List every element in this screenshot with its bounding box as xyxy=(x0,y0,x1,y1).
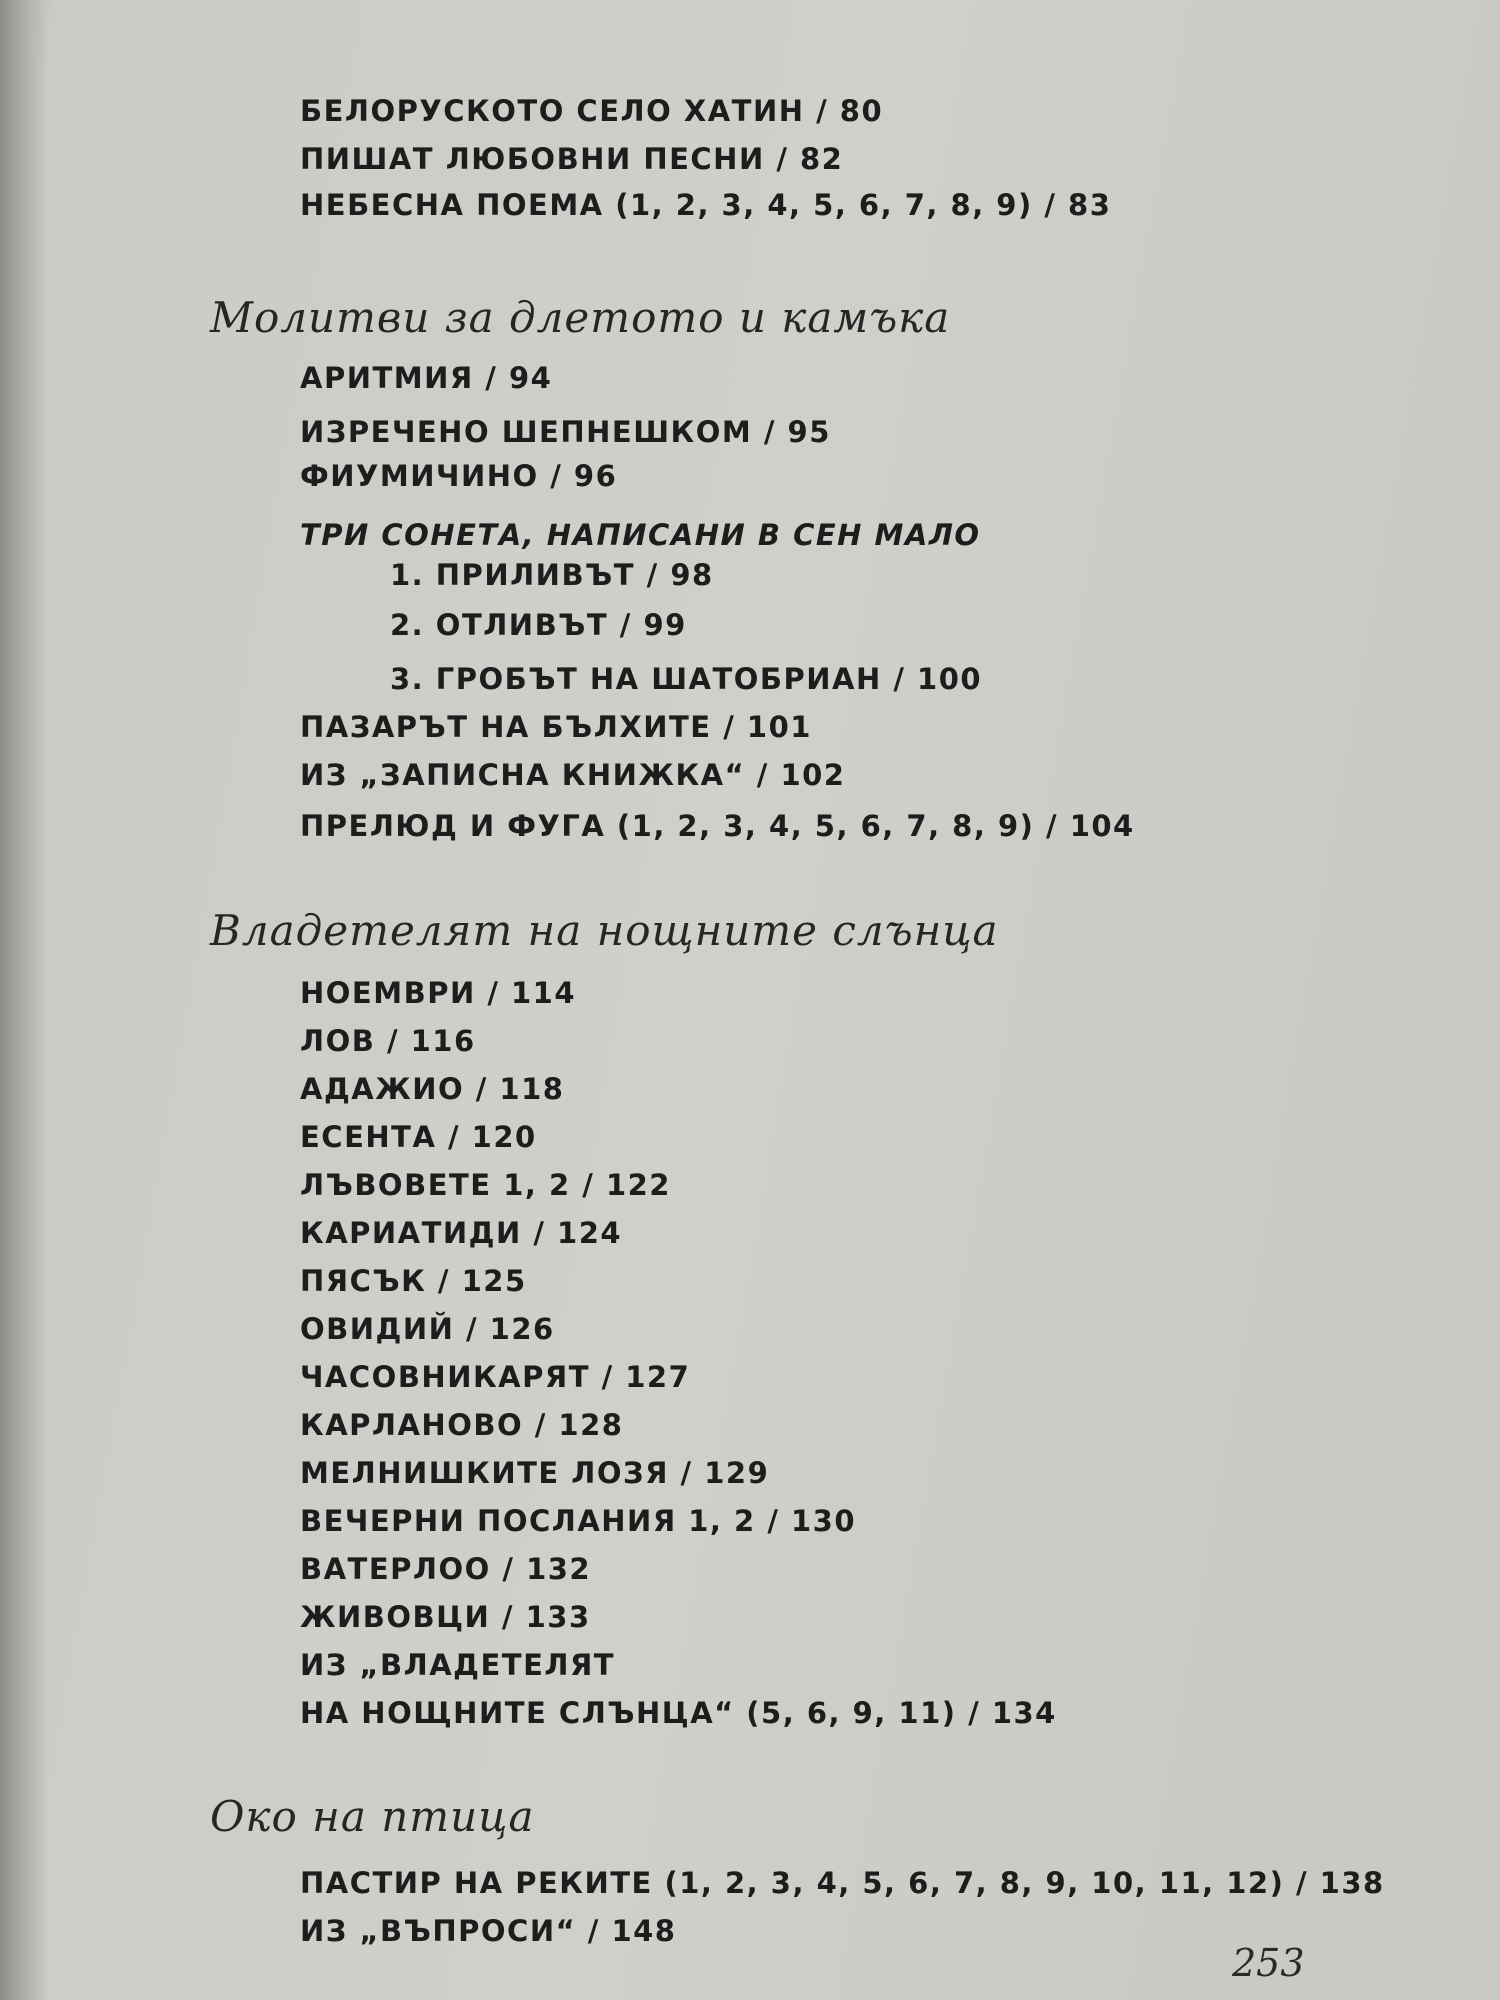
toc-entry: ПРЕЛЮД И ФУГА (1, 2, 3, 4, 5, 6, 7, 8, 9) / 104 xyxy=(300,809,1135,843)
toc-entry: АДАЖИО / 118 xyxy=(300,1072,565,1106)
toc-entry: ИЗ „ЗАПИСНА КНИЖКА“ / 102 xyxy=(300,758,846,792)
section-title: Молитви за длетото и камъка xyxy=(210,293,951,342)
page-number: 253 xyxy=(1232,1941,1305,1985)
toc-entry: ПАСТИР НА РЕКИТЕ (1, 2, 3, 4, 5, 6, 7, 8, 9, 10, 11, 12) / 138 xyxy=(300,1866,1385,1900)
toc-entry: ОВИДИЙ / 126 xyxy=(300,1312,555,1346)
toc-entry: НОЕМВРИ / 114 xyxy=(300,976,577,1010)
toc-entry: ЧАСОВНИКАРЯТ / 127 xyxy=(300,1360,691,1394)
toc-subentry: 3. ГРОБЪТ НА ШАТОБРИАН / 100 xyxy=(390,662,983,696)
toc-entry: ВАТЕРЛОО / 132 xyxy=(300,1552,592,1586)
section-title: Око на птица xyxy=(210,1792,535,1841)
toc-subentry: 2. ОТЛИВЪТ / 99 xyxy=(390,608,687,642)
toc-entry: ФИУМИЧИНО / 96 xyxy=(300,459,618,493)
toc-entry: БЕЛОРУСКОТО СЕЛО ХАТИН / 80 xyxy=(300,94,884,128)
toc-entry: ИЗ „ВЛАДЕТЕЛЯТ xyxy=(300,1648,616,1682)
toc-entry: ПИШАТ ЛЮБОВНИ ПЕСНИ / 82 xyxy=(300,142,844,176)
toc-entry: НЕБЕСНА ПОЕМА (1, 2, 3, 4, 5, 6, 7, 8, 9) / 83 xyxy=(300,188,1112,222)
toc-entry: МЕЛНИШКИТЕ ЛОЗЯ / 129 xyxy=(300,1456,770,1490)
toc-entry: КАРЛАНОВО / 128 xyxy=(300,1408,624,1442)
toc-entry: КАРИАТИДИ / 124 xyxy=(300,1216,623,1250)
toc-entry: ЕСЕНТА / 120 xyxy=(300,1120,537,1154)
toc-entry: ЛЪВОВЕТЕ 1, 2 / 122 xyxy=(300,1168,671,1202)
toc-entry: ИЗРЕЧЕНО ШЕПНЕШКОМ / 95 xyxy=(300,415,831,449)
toc-entry: АРИТМИЯ / 94 xyxy=(300,361,553,395)
section-title: Владетелят на нощните слънца xyxy=(210,906,999,955)
toc-entry: ПАЗАРЪТ НА БЪЛХИТЕ / 101 xyxy=(300,710,812,744)
toc-subentry: 1. ПРИЛИВЪТ / 98 xyxy=(390,558,714,592)
toc-entry: ИЗ „ВЪПРОСИ“ / 148 xyxy=(300,1914,677,1948)
toc-entry: НА НОЩНИТЕ СЛЪНЦА“ (5, 6, 9, 11) / 134 xyxy=(300,1696,1057,1730)
toc-entry: ВЕЧЕРНИ ПОСЛАНИЯ 1, 2 / 130 xyxy=(300,1504,857,1538)
toc-entry: ЛОВ / 116 xyxy=(300,1024,476,1058)
toc-entry-italic: ТРИ СОНЕТА, НАПИСАНИ В СЕН МАЛО xyxy=(300,518,981,552)
toc-entry: ЖИВОВЦИ / 133 xyxy=(300,1600,591,1634)
toc-entry: ПЯСЪК / 125 xyxy=(300,1264,527,1298)
